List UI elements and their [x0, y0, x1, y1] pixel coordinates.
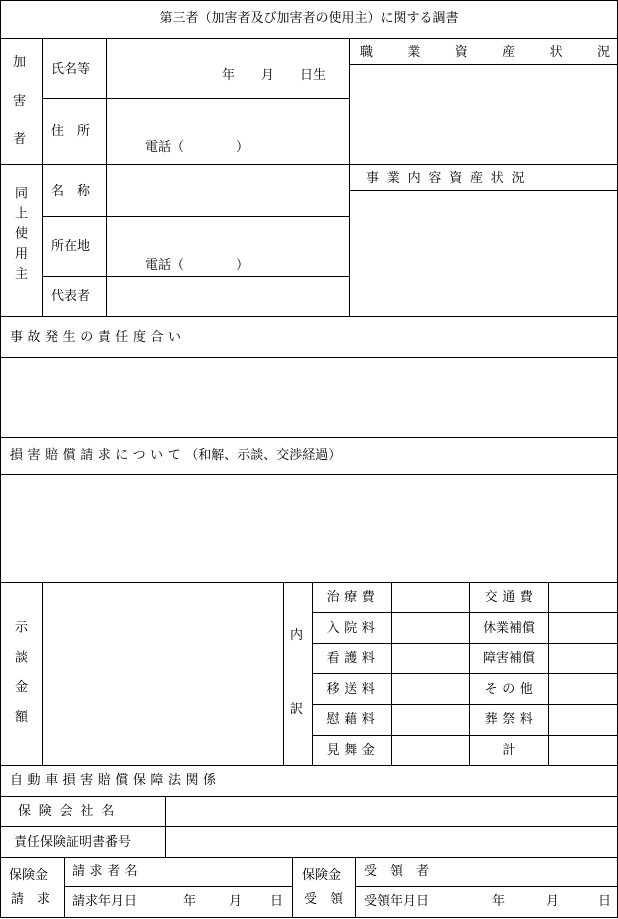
name-label: 氏名等 [51, 62, 91, 77]
recipient-label: 受 領 者 [364, 864, 430, 879]
receipt-label-top: 保険金 [302, 868, 342, 883]
occupation-heading-char: 況 [596, 45, 610, 60]
divider [0, 765, 618, 766]
claimant-name-label: 請求者名 [72, 864, 143, 879]
divider [64, 857, 65, 918]
divider [42, 98, 350, 99]
item-disability-compensation: 障害補償 [482, 651, 535, 666]
item-other: その他 [484, 682, 538, 697]
divider [0, 437, 618, 438]
settlement-label: 示談金額 [12, 620, 27, 740]
divider [0, 796, 618, 797]
divider [42, 216, 350, 217]
perpetrator-phone-label: 電話（ ） [145, 140, 250, 155]
divider [42, 276, 350, 277]
item-total: 計 [502, 743, 516, 758]
item-funeral: 葬祭料 [484, 712, 538, 727]
claim-label-bottom: 請 求 [11, 892, 51, 907]
divider [349, 64, 618, 65]
divider [355, 857, 356, 918]
insurance-company-label: 保険会社名 [18, 804, 123, 819]
divider [312, 643, 618, 644]
divider [0, 826, 618, 827]
divider [0, 38, 618, 39]
employer-label: 同上使用主 [12, 186, 27, 287]
claim-label-top: 保険金 [9, 868, 49, 883]
perpetrator-label-1: 加 [13, 55, 27, 70]
receipt-month-unit: 月 [546, 894, 560, 909]
damages-claim-heading [10, 449, 341, 462]
damages-claim-sub: （和解、示談、交渉経過） [185, 448, 342, 463]
occupation-heading-char: 産 [502, 45, 516, 60]
damages-claim-main: 損害賠償請求について [10, 448, 186, 463]
item-leave-compensation: 休業補償 [482, 621, 535, 636]
employer-phone-label: 電話（ ） [145, 258, 250, 273]
divider [42, 38, 43, 316]
divider [0, 582, 618, 583]
perpetrator-label-3: 者 [13, 132, 27, 147]
perpetrator-label-2: 害 [13, 94, 27, 109]
claim-date-label: 請求年月日 [72, 894, 138, 909]
receipt-label-bottom: 受 領 [304, 892, 344, 907]
divider [548, 582, 549, 766]
divider [292, 857, 293, 918]
receipt-day-unit: 日 [598, 894, 612, 909]
item-sympathy: 見舞金 [326, 743, 380, 758]
occupation-heading-char: 職 [360, 45, 374, 60]
divider [0, 857, 618, 858]
divider [312, 704, 618, 705]
item-consolation: 慰藉料 [326, 712, 380, 727]
divider [312, 582, 313, 766]
divider [312, 673, 618, 674]
divider [283, 582, 284, 766]
cali-heading: 自動車損害賠償保障法関係 [10, 773, 221, 788]
divider [349, 190, 618, 191]
business-assets-heading: 事業内容資産状況 [366, 171, 533, 186]
claim-day-unit: 日 [270, 894, 284, 909]
divider [355, 886, 618, 887]
item-travel: 交通費 [484, 590, 538, 605]
receipt-year-unit: 年 [492, 894, 506, 909]
location-label: 所在地 [51, 239, 91, 254]
item-hospital: 入院料 [326, 621, 380, 636]
claim-year-unit: 年 [183, 894, 197, 909]
divider [349, 38, 350, 316]
divider [64, 886, 293, 887]
receipt-date-label: 受領年月日 [364, 894, 430, 909]
item-transport: 移送料 [326, 682, 380, 697]
divider [0, 164, 618, 165]
divider [391, 582, 392, 766]
occupation-heading-char: 業 [407, 45, 421, 60]
occupation-heading-char: 状 [549, 45, 563, 60]
breakdown-label-1: 内 [290, 628, 304, 643]
item-nursing: 看護料 [326, 651, 380, 666]
employer-name-label: 名 称 [51, 184, 91, 199]
divider [469, 582, 470, 766]
birth-date-label: 年 月 日生 [222, 68, 327, 83]
occupation-heading-char: 資 [454, 45, 468, 60]
claim-month-unit: 月 [229, 894, 243, 909]
breakdown-label-2: 訳 [290, 702, 304, 717]
divider [0, 316, 618, 317]
divider [0, 474, 618, 475]
representative-label: 代表者 [51, 289, 91, 304]
border-bottom [0, 917, 618, 918]
form-title: 第三者（加害者及び加害者の使用主）に関する調書 [159, 11, 459, 26]
divider [42, 582, 43, 766]
address-label: 住 所 [51, 124, 91, 139]
divider [106, 38, 107, 316]
divider [312, 612, 618, 613]
responsibility-heading: 事故発生の責任度合い [10, 330, 186, 345]
divider [0, 357, 618, 358]
border-top [0, 0, 618, 1]
divider [312, 735, 618, 736]
certificate-number-label: 責任保険証明書番号 [14, 835, 132, 850]
occupation-assets-heading [360, 46, 610, 59]
item-medical: 治療費 [326, 590, 380, 605]
border-left [0, 0, 1, 918]
